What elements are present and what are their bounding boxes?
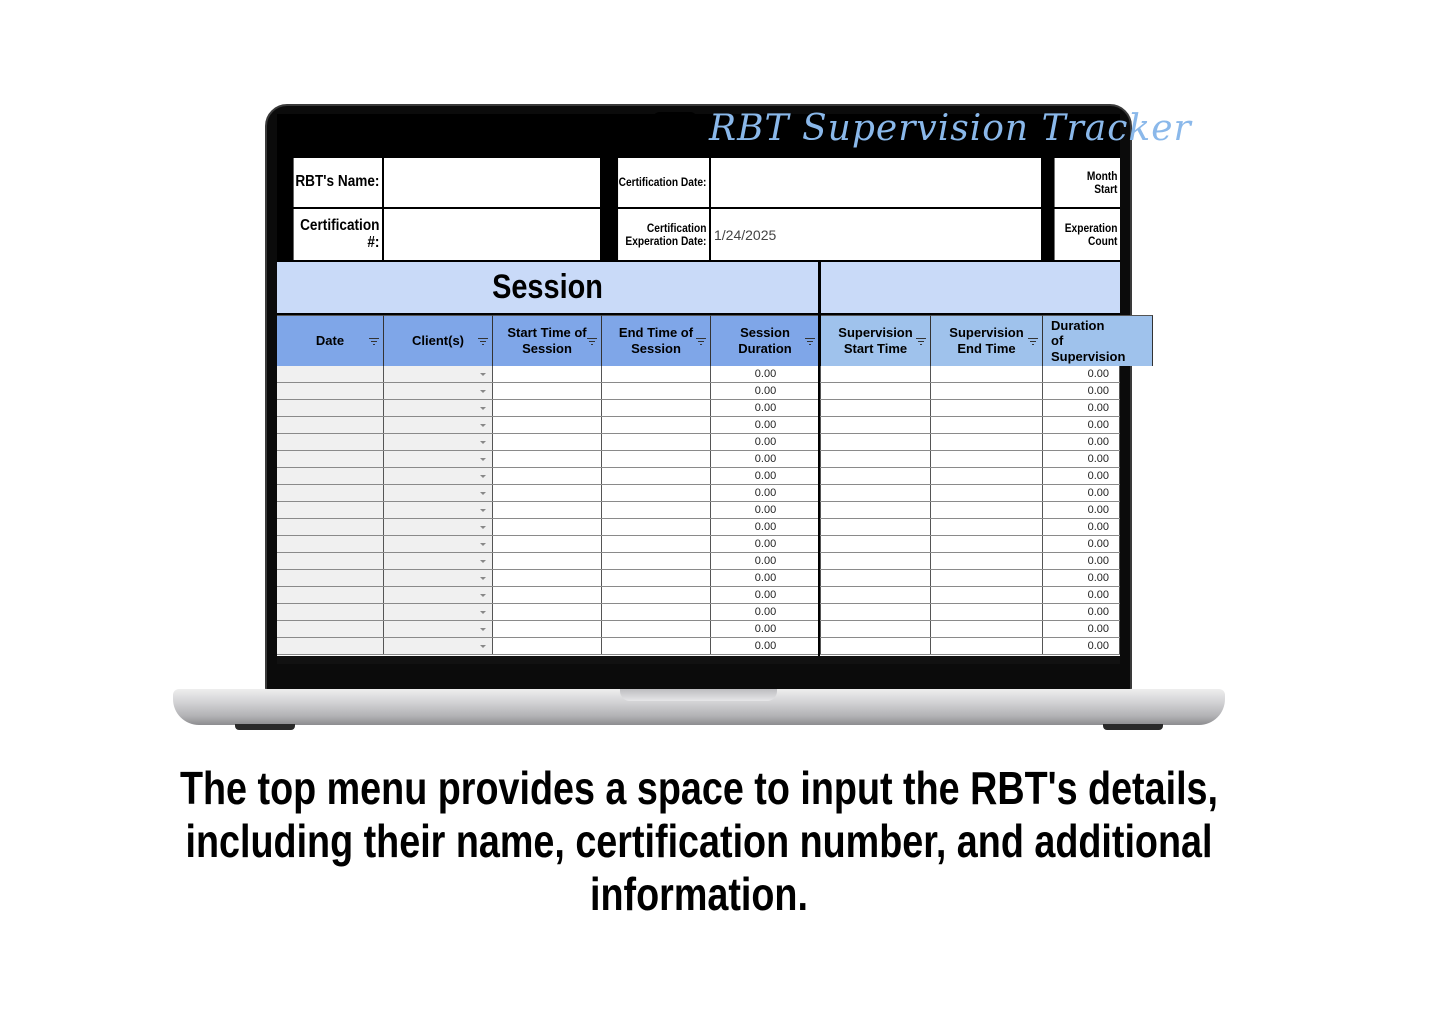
table-row [277,570,1120,587]
cert-date-field[interactable] [711,158,1041,207]
session-duration-value: 0.00 [754,419,777,431]
table-cell[interactable] [821,519,931,535]
dropdown-arrow-icon[interactable] [480,594,486,597]
table-cell[interactable] [602,638,711,654]
filter-icon[interactable] [587,338,597,346]
table-cell[interactable] [493,366,602,382]
dropdown-arrow-icon[interactable] [480,645,486,648]
rbt-name-field[interactable] [384,158,600,207]
table-cell[interactable] [277,366,384,382]
table-cell[interactable] [711,553,821,569]
table-cell[interactable] [1043,485,1120,501]
col-header-sup-duration[interactable] [1043,315,1153,366]
table-cell[interactable] [821,621,931,637]
table-cell[interactable] [931,468,1043,484]
supervision-band [821,262,1120,313]
table-cell[interactable] [493,400,602,416]
table-cell[interactable] [711,434,821,450]
table-row [277,383,1120,400]
table-cell[interactable] [602,400,711,416]
table-cell[interactable] [1043,434,1120,450]
col-header-sup-end[interactable] [931,315,1043,366]
table-cell[interactable] [493,570,602,586]
table-cell[interactable] [931,621,1043,637]
table-row [277,519,1120,536]
table-cell[interactable] [931,604,1043,620]
exp-count-label-line1: Experation [1064,220,1118,235]
supervision-duration-value: 0.00 [1087,453,1109,465]
table-row [277,587,1120,604]
table-cell[interactable] [711,468,821,484]
table-cell[interactable] [821,638,931,654]
supervision-duration-value: 0.00 [1087,572,1109,584]
table-cell[interactable] [931,434,1043,450]
supervision-duration-value: 0.00 [1087,470,1109,482]
supervision-duration-value: 0.00 [1087,368,1109,380]
table-cell[interactable] [1043,621,1120,637]
table-cell[interactable] [602,587,711,603]
table-cell[interactable] [931,519,1043,535]
table-cell[interactable] [493,485,602,501]
table-cell[interactable] [493,638,602,654]
session-duration-value: 0.00 [754,368,777,380]
table-cell[interactable] [384,604,493,620]
laptop-screen [277,108,1192,664]
col-header-sup-start-label: Supervision Start Time [838,325,913,356]
table-cell[interactable] [821,434,931,450]
supervision-duration-value: 0.00 [1087,436,1109,448]
table-cell[interactable] [1043,383,1120,399]
table-cell[interactable] [1043,536,1120,552]
table-cell[interactable] [711,519,821,535]
table-cell[interactable] [602,502,711,518]
table-cell[interactable] [711,400,821,416]
col-header-clients-label: Client(s) [412,333,464,349]
table-cell[interactable] [602,536,711,552]
col-header-sup-duration-label: Duration of Supervision [1051,317,1126,364]
table-row [277,604,1120,621]
screen-bottom-bar [277,656,1120,664]
table-cell[interactable] [384,519,493,535]
table-cell[interactable] [711,536,821,552]
camera-notch [652,112,698,128]
session-duration-value: 0.00 [754,504,777,516]
table-cell[interactable] [711,383,821,399]
table-cell[interactable] [384,502,493,518]
table-cell[interactable] [277,485,384,501]
col-header-sup-start[interactable] [821,315,931,366]
table-cell[interactable] [931,638,1043,654]
table-cell[interactable] [602,383,711,399]
dropdown-arrow-icon[interactable] [480,475,486,478]
table-cell[interactable] [931,570,1043,586]
cert-exp-label [618,209,709,260]
table-row [277,400,1120,417]
table-cell[interactable] [602,451,711,467]
col-header-date-label: Date [315,333,345,349]
supervision-duration-value: 0.00 [1087,402,1109,414]
table-cell[interactable] [821,570,931,586]
table-cell[interactable] [821,417,931,433]
table-cell[interactable] [821,485,931,501]
table-cell[interactable] [821,451,931,467]
table-cell[interactable] [384,383,493,399]
cert-exp-label-line2: Experation Date: [625,233,707,248]
supervision-duration-value: 0.00 [1087,521,1109,533]
table-row [277,468,1120,485]
dropdown-arrow-icon[interactable] [480,560,486,563]
dropdown-arrow-icon[interactable] [480,543,486,546]
table-cell[interactable] [384,451,493,467]
supervision-duration-value: 0.00 [1087,640,1109,652]
supervision-duration-value: 0.00 [1087,555,1109,567]
session-duration-value: 0.00 [754,521,777,533]
col-header-session-duration-label: Session Duration [738,325,792,356]
filter-icon[interactable] [916,338,926,346]
dropdown-arrow-icon[interactable] [480,611,486,614]
tracker-title: RBT Supervision Tracker [709,108,1192,149]
table-cell[interactable] [493,434,602,450]
table-cell[interactable] [277,502,384,518]
supervision-duration-value: 0.00 [1087,589,1109,601]
filter-icon[interactable] [805,338,815,346]
table-row [277,553,1120,570]
table-cell[interactable] [1043,570,1120,586]
table-cell[interactable] [711,502,821,518]
exp-count-label-line2: Count [1087,233,1118,248]
table-cell[interactable] [711,638,821,654]
cert-number-field[interactable] [384,209,600,260]
session-duration-value: 0.00 [754,385,777,397]
table-cell[interactable] [1043,502,1120,518]
cert-exp-field[interactable]: 1/24/2025 [711,209,1041,260]
table-cell[interactable] [711,366,821,382]
laptop-opening-notch [620,689,777,701]
table-cell[interactable] [602,468,711,484]
table-cell[interactable] [821,502,931,518]
col-header-session-duration[interactable] [711,315,820,366]
dropdown-arrow-icon[interactable] [480,526,486,529]
table-cell[interactable] [384,400,493,416]
table-cell[interactable] [931,587,1043,603]
table-cell[interactable] [931,502,1043,518]
table-row [277,417,1120,434]
table-cell[interactable] [1043,553,1120,569]
table-cell[interactable] [931,383,1043,399]
col-header-end-session[interactable] [602,315,711,366]
table-row [277,536,1120,553]
col-header-date[interactable] [277,315,384,366]
session-duration-value: 0.00 [754,572,777,584]
table-cell[interactable] [277,417,384,433]
table-cell[interactable] [1043,587,1120,603]
table-cell[interactable] [277,553,384,569]
dropdown-arrow-icon[interactable] [480,441,486,444]
table-cell[interactable] [931,417,1043,433]
table-cell[interactable] [1043,468,1120,484]
table-cell[interactable] [931,400,1043,416]
session-duration-value: 0.00 [754,606,777,618]
table-cell[interactable] [277,400,384,416]
cert-exp-label-line1: Certification [646,220,707,235]
table-cell[interactable] [384,366,493,382]
filter-icon[interactable] [1028,338,1038,346]
table-cell[interactable] [277,587,384,603]
section-divider [818,262,820,657]
table-cell[interactable] [384,536,493,552]
laptop-foot-left [235,724,295,730]
table-row [277,366,1120,383]
filter-icon[interactable] [696,338,706,346]
session-duration-value: 0.00 [754,402,777,414]
table-cell[interactable] [384,468,493,484]
table-cell[interactable] [1043,366,1120,382]
table-cell[interactable] [384,621,493,637]
table-cell[interactable] [493,519,602,535]
session-duration-value: 0.00 [754,453,777,465]
table-cell[interactable] [821,383,931,399]
dropdown-arrow-icon[interactable] [480,628,486,631]
table-cell[interactable] [493,383,602,399]
table-cell[interactable] [493,553,602,569]
month-start-label: Month Start [1055,158,1120,207]
cert-number-label: Certification #: [294,209,382,260]
table-cell[interactable] [711,485,821,501]
table-cell[interactable] [277,451,384,467]
table-cell[interactable] [277,536,384,552]
dropdown-arrow-icon[interactable] [480,407,486,410]
table-cell[interactable] [711,604,821,620]
table-cell[interactable] [711,451,821,467]
table-row [277,638,1120,655]
table-cell[interactable] [602,417,711,433]
table-row [277,485,1120,502]
table-row [277,451,1120,468]
table-cell[interactable] [602,570,711,586]
table-row [277,621,1120,638]
table-cell[interactable] [602,366,711,382]
table-cell[interactable] [1043,638,1120,654]
table-cell[interactable] [277,468,384,484]
table-cell[interactable] [1043,451,1120,467]
session-duration-value: 0.00 [754,589,777,601]
session-title: Session [492,268,603,306]
table-cell[interactable] [493,451,602,467]
table-cell[interactable] [602,621,711,637]
table-cell[interactable] [821,536,931,552]
table-cell[interactable] [711,570,821,586]
session-band [277,262,818,313]
table-cell[interactable] [821,468,931,484]
table-cell[interactable] [821,587,931,603]
col-header-sup-end-label: Supervision End Time [949,325,1024,356]
session-duration-value: 0.00 [754,487,777,499]
table-cell[interactable] [1043,417,1120,433]
table-cell[interactable] [384,587,493,603]
dropdown-arrow-icon[interactable] [480,509,486,512]
table-cell[interactable] [711,587,821,603]
table-cell[interactable] [602,604,711,620]
table-cell[interactable] [493,417,602,433]
table-cell[interactable] [931,536,1043,552]
supervision-duration-value: 0.00 [1087,487,1109,499]
filter-icon[interactable] [369,338,379,346]
filter-icon[interactable] [478,338,488,346]
session-duration-value: 0.00 [754,436,777,448]
cert-date-label: Certification Date: [618,158,709,207]
table-cell[interactable] [1043,400,1120,416]
table-cell[interactable] [384,570,493,586]
table-cell[interactable] [821,604,931,620]
table-cell[interactable] [277,383,384,399]
dropdown-arrow-icon[interactable] [480,424,486,427]
dropdown-arrow-icon[interactable] [480,373,486,376]
table-cell[interactable] [277,434,384,450]
table-cell[interactable] [493,468,602,484]
table-cell[interactable] [602,519,711,535]
table-cell[interactable] [384,485,493,501]
table-cell[interactable] [931,485,1043,501]
caption: The top menu provides a space to input the RBT's details, including their name, certification number, and additional information. [179,762,1219,920]
dropdown-arrow-icon[interactable] [480,577,486,580]
table-cell[interactable] [1043,604,1120,620]
table-cell[interactable] [931,553,1043,569]
table-cell[interactable] [384,638,493,654]
table-cell[interactable] [1043,519,1120,535]
supervision-duration-value: 0.00 [1087,623,1109,635]
supervision-duration-value: 0.00 [1087,606,1109,618]
table-cell[interactable] [493,536,602,552]
table-cell[interactable] [277,570,384,586]
table-cell[interactable] [821,400,931,416]
supervision-duration-value: 0.00 [1087,419,1109,431]
session-duration-value: 0.00 [754,640,777,652]
col-header-end-session-label: End Time of Session [618,325,694,356]
rbt-info-panel [277,158,1120,262]
rbt-name-label: RBT's Name: [294,158,382,207]
table-cell[interactable] [602,434,711,450]
table-cell[interactable] [931,366,1043,382]
dropdown-arrow-icon[interactable] [480,492,486,495]
col-header-start-session[interactable] [493,315,602,366]
table-cell[interactable] [931,451,1043,467]
table-cell[interactable] [711,621,821,637]
laptop-foot-right [1103,724,1163,730]
table-cell[interactable] [821,366,931,382]
table-cell[interactable] [821,553,931,569]
table-cell[interactable] [384,417,493,433]
table-cell[interactable] [493,502,602,518]
table-cell[interactable] [493,621,602,637]
table-cell[interactable] [277,621,384,637]
table-cell[interactable] [493,604,602,620]
table-row [277,434,1120,451]
table-cell[interactable] [493,587,602,603]
data-grid [277,366,1120,656]
table-cell[interactable] [711,417,821,433]
session-duration-value: 0.00 [754,555,777,567]
session-duration-value: 0.00 [754,623,777,635]
table-cell[interactable] [277,519,384,535]
exp-count-label [1055,209,1120,260]
title-strip [277,108,1192,158]
table-cell[interactable] [277,604,384,620]
table-cell[interactable] [277,638,384,654]
table-cell[interactable] [384,434,493,450]
supervision-duration-value: 0.00 [1087,538,1109,550]
col-header-start-session-label: Start Time of Session [507,325,587,356]
col-header-clients[interactable] [384,315,493,366]
supervision-duration-value: 0.00 [1087,385,1109,397]
dropdown-arrow-icon[interactable] [480,390,486,393]
session-duration-value: 0.00 [754,470,777,482]
table-cell[interactable] [384,553,493,569]
dropdown-arrow-icon[interactable] [480,458,486,461]
table-cell[interactable] [602,553,711,569]
table-row [277,502,1120,519]
session-duration-value: 0.00 [754,538,777,550]
supervision-duration-value: 0.00 [1087,504,1109,516]
table-cell[interactable] [602,485,711,501]
